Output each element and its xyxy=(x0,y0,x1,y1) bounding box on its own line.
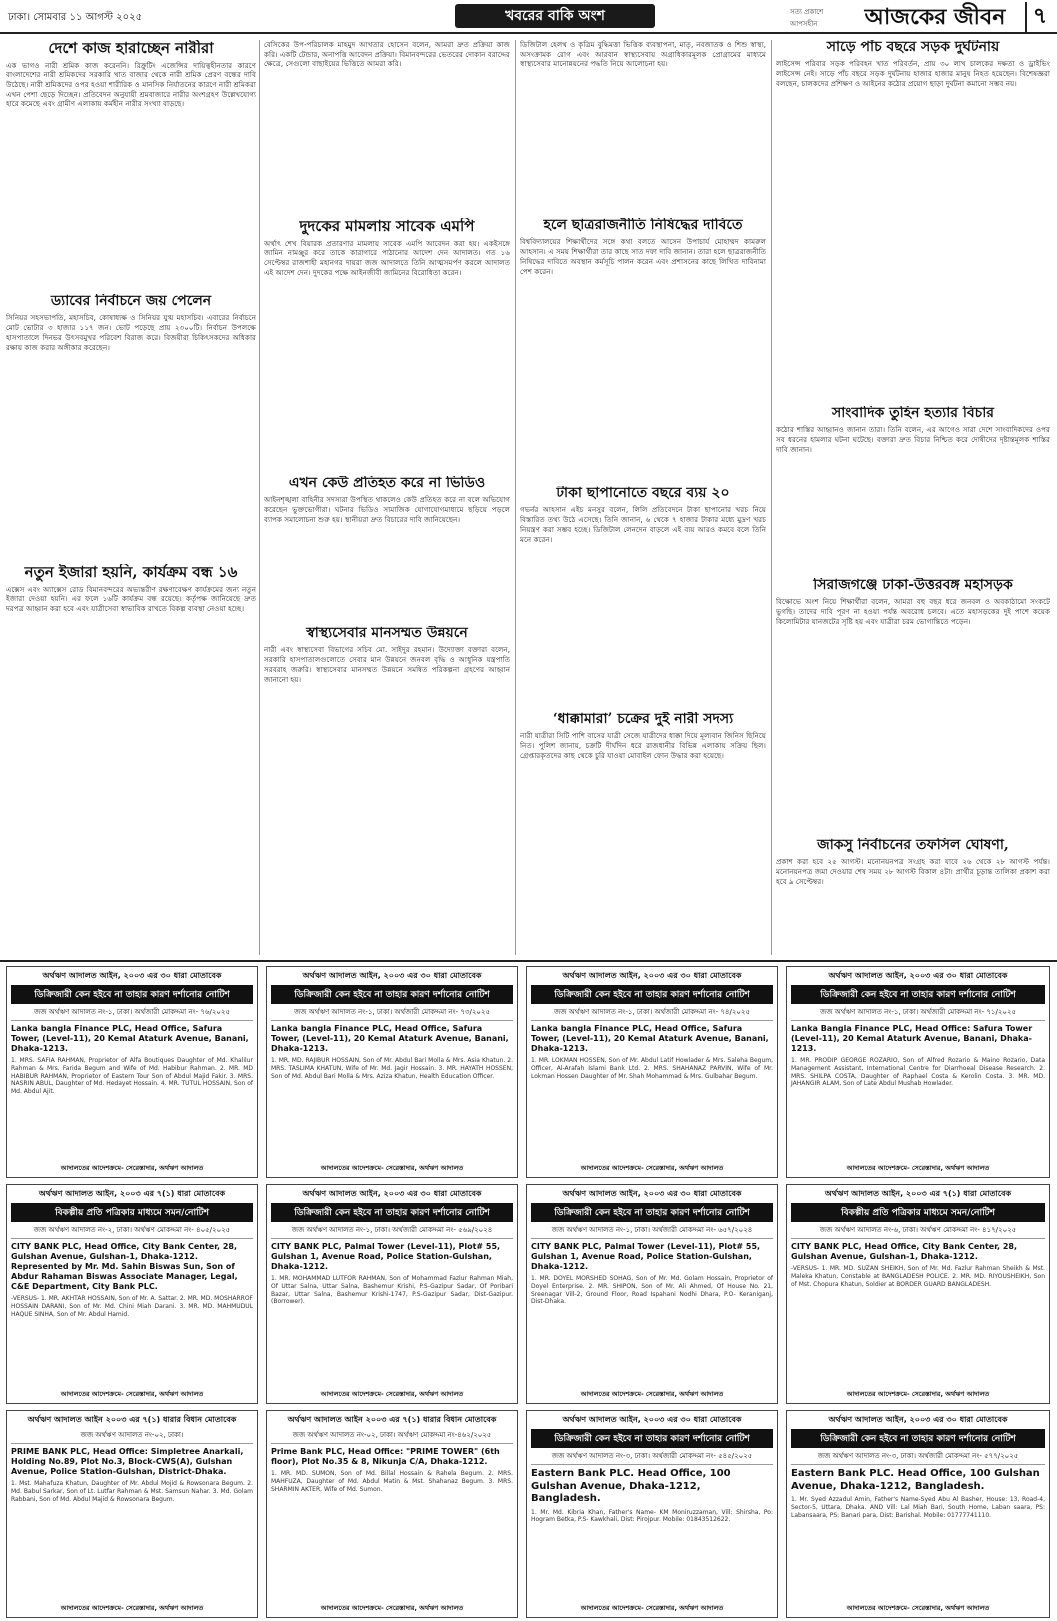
notice-body: 1. Mst. Mahafuza Khatun, Daughter of Mr. Abdul Mojid & Rowsonara Begum. 2. Md. Babul Sarkar, Son of Lt. Lutfar Rahman & Mst. Samsun Nahar. 3. Md. Golam Rabbani, Son of Md. Abdul Majid & Rowsonara Begum. xyxy=(11,1480,253,1503)
page-number: ৭ xyxy=(1025,2,1053,32)
masthead xyxy=(0,0,1057,34)
notice-sub: জজ অর্থঋণ আদালত নং-০২, ঢাকা। xyxy=(11,1429,253,1444)
notice-sub: জজ অর্থঋণ আদালত নং-১, ঢাকা। অর্থজারী মোকদ্দমা নং- ৭৪/২০২৫ xyxy=(531,1006,773,1021)
article-title: হলে ছাত্ররাজনীতি নিষিদ্ধের দাবিতে xyxy=(543,218,743,233)
notice-head: অর্থঋণ আদালত আইন ২০০৩ এর ৭(১) ধারার বিধান মোতাবেক xyxy=(287,1415,497,1424)
notice-box: ডিক্রিজারী কেন হইবে না তাহার কারণ দর্শানোর নোটিশ xyxy=(11,985,253,1004)
notice-sub: জজ অর্থঋণ আদালত নং-৬, ঢাকা। অর্থঋণ মোকদ্দমা নং- ৪১৭/২০২৫ xyxy=(791,1224,1045,1239)
article-dab xyxy=(6,294,256,544)
article-money xyxy=(520,486,766,666)
notice-head: অর্থঋণ আদালত আইন, ২০০৩ এর ৩০ ধারা মোতাবেক xyxy=(828,971,1008,980)
notice-body: -VERSUS- 1. MR. MD. SUZAN SHEIKH, Son of Mr. Md. Fazlur Rahman Sheikh & Mst. Maleka Khatun, Constable at BANGLADESH POLICE. 2. MR. MD. RIYOUSHEIKH, Son of Mst. Chopura Khatun, Soldier at BORDER GUARD BANGLADESH. xyxy=(791,1265,1045,1288)
notice-title: CITY BANK PLC, Palmal Tower (Level-11), Plot# 55, Gulshan 1, Avenue Road, Police Station-Gulshan, Dhaka-1212. xyxy=(531,1242,761,1271)
article-body: ডিজিটাল হেলথ ও কৃত্রিম বুদ্ধিমত্তা ভিত্তিক ব্যবস্থাপনা, মাতৃ, নবজাতক ও শিশু স্বাস্থ্য, অসংক্রামক রোগ এবং আরবান স্বাস্থ্যসেবায় অগ্রাধিকারমূলক প্রোগ্রামের মাধ্যমে স্বাস্থ্যসেবার মানোন্নয়নের পদ্ধতি নিয়ে আলোচনা হয়। xyxy=(520,40,766,69)
article-body: এক ভাগও নারী শ্রমিক কাজ করেননি। রিক্রুটিং এজেন্সির দায়িত্বহীনতার কারণে বাংলাদেশের নারী শ্রমিকদের সরকারি খাত বাজার থেকে নারী শ্রমিক প্রেরণ বন্ধের দাবি উঠেছে। নারী শ্রমিকদের ওপর হওয়া শারীরিক ও মানসিক নির্যাতনের কারণে নারী শ্রমিকরা এখন পেশা ছেড়ে দিচ্ছেন। প্রতিবেদন অনুযায়ী শ্রমবাজারে নারীর অংশগ্রহণ উল্লেখযোগ্য হারে কমেছে এবং গ্রামীণ এলাকায় কর্মহীন নারীর সংখ্যা বাড়ছে। xyxy=(6,60,256,109)
notice-footer: আদালতের আদেশক্রমে- সেরেস্তাদার, অর্থঋণ আদালত xyxy=(60,1390,204,1398)
notice-head: অর্থঋণ আদালত আইন, ২০০৩ এর ৩০ ধারা মোতাবেক xyxy=(562,1189,742,1198)
notice-footer: আদালতের আদেশক্রমে- সেরেস্তাদার, অর্থঋণ আদালত xyxy=(846,1164,990,1172)
article-body: নারী যাত্রীরা সিটি পাশি বাসের যাত্রী সেজে যাত্রীদের ধাক্কা দিয়ে মূল্যবান জিনিস ছিনিয়ে নিত। পুলিশ জানায়, চক্রটি দীর্ঘদিন ধরে রাজধানীর বিভিন্ন এলাকায় সক্রিয় ছিল। গ্রেপ্তারকৃতদের কাছ থেকে চুরি যাওয়া মোবাইল ফোন উদ্ধার করা হয়েছে। xyxy=(520,731,766,760)
article-title: স্বাস্থ্যসেবার মানসম্মত উন্নয়নে xyxy=(306,626,468,641)
legal-notice xyxy=(786,1410,1050,1618)
notice-title: Prime Bank PLC, Head Office: "PRIME TOWER" (6th floor), Plot No.35 & 8, Nikunja C/A, Dhaka-1212. xyxy=(271,1447,500,1466)
article-body: বিশ্ববিদ্যালয়ের শিক্ষার্থীদের সঙ্গে কথা বলতে আসেন উপাচার্য মোহাম্মদ কামরুল আহসান। এ সময় শিক্ষার্থীরা তার কাছে সাত দফা দাবি জানান। তারা হলে ছাত্ররাজনীতি নিষিদ্ধের দাবিতে অবস্থান কর্মসূচি পালন করেন এবং প্রশাসনের কাছে লিখিত দাবিনামা পেশ করেন। xyxy=(520,237,766,276)
article-title: এখন কেউ প্রতিহত করে না ভিডিও xyxy=(288,476,486,491)
column-rule xyxy=(771,40,772,955)
notice-title: CITY BANK PLC, Head Office, City Bank Center, 28, Gulshan Avenue, Gulshan-1, Dhaka-1212. xyxy=(791,1242,1017,1261)
notice-footer: আদালতের আদেশক্রমে- সেরেস্তাদার, অর্থঋণ আদালত xyxy=(320,1164,464,1172)
notice-sub: জজ অর্থঋণ আদালত নং-১, ঢাকা। অর্থজারী মোকদ্দমা নং- ৬৫৭/২০২৪ xyxy=(531,1224,773,1239)
notice-head: অর্থঋণ আদালত আইন, ২০০৩ এর ৩০ ধারা মোতাবেক xyxy=(302,1189,482,1198)
notice-body: 1. MR. PRODIP GEORGE ROZARIO, Son of Alfred Rozario & Maino Rozario, Data Management Assistant, International Centre for Diarrhoeal Disease Research. 2. MRS. SHILPA COSTA, Daughter of Raphael Costa & Kerolin Costa. 3. MR. MD. JAHANGIR ALAM, Son of Late Abdul Mushab Howlader. xyxy=(791,1057,1045,1088)
article-video xyxy=(264,476,510,616)
article-body: বেসিকের উপ-পরিচালক মাহমুদ আখতার হোসেন বলেন, আমরা দ্রুত প্রক্রিয়া কাজ করি। একটি টেন্ডার, অনাপত্তি আবেদন প্রক্রিয়া। বিমানবন্দরের ভেতরের দোকান বরাদ্দের ক্ষেত্রে, সেগুলো বাছাইয়ের ভিত্তিতে আমরা করি। xyxy=(264,40,510,69)
notice-sub: জজ অর্থঋণ আদালত নং-০২, ঢাকা। অর্থঋণ মোকদ্দমা নং-৪৬২/২০২৫ xyxy=(271,1429,513,1444)
logo-tagline: সত্য প্রকাশে আপসহীন xyxy=(790,8,824,28)
notice-box: ডিক্রিজারী কেন হইবে না তাহার কারণ দর্শানোর নোটিশ xyxy=(531,1203,773,1222)
notice-box: ডিক্রিজারী কেন হইবে না তাহার কারণ দর্শানোর নোটিশ xyxy=(271,985,513,1004)
article-body: সিনিয়র সহসভাপতি, মহাসচিব, কোষাধ্যক্ষ ও সিনিয়র যুগ্ম মহাসচিব। এবারের নির্বাচনে মোট ভোটার ৩ হাজার ১১৭ জন। ভোট পড়েছে প্রায় ২৩০০টি। নির্বাচন উপলক্ষে হাসপাতালে দিনভর উৎসবমুখর পরিবেশ বিরাজ করে। বিজয়ীরা চিকিৎসকদের অধিকার রক্ষায় কাজ করার অঙ্গীকার করেছেন। xyxy=(6,313,256,352)
notice-title: Lanka bangla Finance PLC, Head Office, Safura Tower, (Level-11), 20 Kemal Ataturk Avenue, Banani, Dhaka-1213. xyxy=(271,1024,509,1053)
notice-head: অর্থঋণ আদালত আইন, ২০০৩ এর ৩০ ধারা মোতাবেক xyxy=(302,971,482,980)
notice-sub: জজ অর্থঋণ আদালত নং-১, ঢাকা। অর্থজারী মোকদ্দমা নং- ৭৩/২০২৫ xyxy=(271,1006,513,1021)
section-banner: খবরের বাকি অংশ xyxy=(455,4,655,28)
notice-sub: জজ অর্থঋণ আদালত নং-১, ঢাকা। অর্থজারী মোকদ্দমা নং- ৭১/২০২৫ xyxy=(791,1006,1045,1021)
article-body: প্রকাশ করা হবে ২৫ আগস্ট। মনোনয়নপত্র সংগ্রহ করা যাবে ২৬ থেকে ২৮ আগস্ট পর্যন্ত। মনোনয়নপত্র জমা দেওয়ার শেষ সময় ২৮ আগস্ট বিকাল ৪টা। প্রার্থীর চূড়ান্ত তালিকা প্রকাশ করা হবে ৯ সেপ্টেম্বর। xyxy=(776,857,1050,886)
legal-notice xyxy=(266,1410,518,1618)
legal-notice xyxy=(266,1184,518,1404)
article-lease xyxy=(6,564,256,954)
notice-head: অর্থঋণ আদালত আইন, ২০০৩ এর ৩০ ধারা মোতাবেক xyxy=(562,1415,742,1424)
notice-title: CITY BANK PLC, Head Office, City Bank Center, 28, Gulshan Avenue, Gulshan-1, Dhaka-1212. Represented by Mr. Md. Sahin Biswas Sun, Son of Abdur Rahaman Biswas Associate Manager, Legal, C&E Department, City Bank PLC. xyxy=(11,1242,238,1291)
notice-box: বিকল্পীয় প্রতি পত্রিকার মাধ্যমে সমন/নোটিশ xyxy=(11,1203,253,1222)
notice-title: Eastern Bank PLC. Head Office, 100 Gulshan Avenue, Dhaka-1212, Bangladesh. xyxy=(531,1468,731,1504)
article-title: ড্যাবের নির্বাচনে জয় পেলেন xyxy=(50,294,212,309)
notice-body: 1. MR. MOHAMMAD LUTFOR RAHMAN, Son of Mohammad Fazlur Rahman Miah, Of Uttar Salna, Uttar Salna, Bashemur Krishi, P.S-Gazipur Sadar, Of Poribari Bazar, Uttar Salna, Bashemur Krishi-1747, P.S-Gazipur Sadar, Dist-Gazipur. (Borrower). xyxy=(271,1275,513,1306)
article-digital xyxy=(520,40,766,210)
notice-head: অর্থঋণ আদালত আইন, ২০০৩ এর ৩০ ধারা মোতাবেক xyxy=(562,971,742,980)
notice-footer: আদালতের আদেশক্রমে- সেরেস্তাদার, অর্থঋণ আদালত xyxy=(846,1390,990,1398)
column-rule xyxy=(259,40,260,955)
article-body: লাইসেন্স পরিবার সড়ক পরিবহন খাত পরিবর্তন, প্রায় ৩০ লাখ চালকের দক্ষতা ও ড্রাইভিং লাইসেন্স নেই। সাড়ে পাঁচ বছরে সড়ক দুর্ঘটনায় হাজার হাজার মানুষ নিহত হয়েছেন। বিশেষজ্ঞরা বলছেন, চালকদের প্রশিক্ষণ ও আইনের কঠোর প্রয়োগ ছাড়া দুর্ঘটনা কমানো সম্ভব নয়। xyxy=(776,59,1050,88)
notice-footer: আদালতের আদেশক্রমে- সেরেস্তাদার, অর্থঋণ আদালত xyxy=(580,1390,724,1398)
notice-body: 1. MR. MD. RAJIBUR HOSSAIN, Son of Mr. Abdul Bari Molla & Mrs. Asia Khatun. 2. MRS. TASLIMA KHATUN, Wife of Mr. Md. Jagir Hossain. 3. MR. HAYATH HOSSEN, Son of Md. Abdul Bari Molla & Mrs. Aziza Khatun, Health Education Officer. xyxy=(271,1057,513,1080)
notice-title: Eastern Bank PLC. Head Office, 100 Gulshan Avenue, Dhaka-1212, Bangladesh. xyxy=(791,1468,1040,1492)
article-dhakkamara xyxy=(520,712,766,956)
legal-notice xyxy=(6,1410,258,1618)
article-body: নারী এবং স্বাস্থ্যসেবা বিভাগের সচিব মো. সাইদুর রহমান। উদ্যোক্তা বক্তারা বলেন, সরকারি হাসপাতালগুলোতে সেবার মান উন্নয়নে জনবল বৃদ্ধি ও আধুনিক যন্ত্রপাতি সরবরাহ জরুরি। স্বাস্থ্যসেবার মানসম্মত উন্নয়নে সমন্বিত পরিকল্পনা গ্রহণের আহ্বান জানানো হয়। xyxy=(264,645,510,684)
article-body: এক্সেস এবং অ্যাক্সেস রোড বিমানবন্দরের অভ্যন্তরীণ রক্ষণাবেক্ষণ কার্যক্রমের জন্য নতুন ইজারা দেওয়া হয়নি। এর ফলে ১৬টি কার্যক্রম বন্ধ রয়েছে। কর্তৃপক্ষ জানিয়েছে দ্রুত দরপত্র আহ্বান করা হবে এবং যাত্রীসেবা স্বাভাবিক রাখতে বিকল্প ব্যবস্থা নেওয়া হচ্ছে। xyxy=(6,584,256,613)
article-highway xyxy=(776,578,1050,778)
article-title: সাংবাদিক তুহিন হত্যার বিচার xyxy=(832,406,994,421)
notice-body: -VERSUS- 1. MR. AKHTAR HOSSAIN, Son of Mr. A. Sattar. 2. MR. MD. MOSHARROF HOSSAIN DARANI, Son of Mr. Md. Chini Miah Darani. 3. MR. MD. MAHMUDUL HAQUE SINHA, Son of Mr. Abdul Hamid. xyxy=(11,1295,253,1318)
notice-title: Lanka Bangla Finance PLC, Head Office: Safura Tower (Level-11), 20 Kemal Ataturk Avenue, Banani, Dhaka-1213. xyxy=(791,1024,1033,1053)
article-journalist xyxy=(776,406,1050,566)
article-body: বিক্ষোভে অংশ নিয়ে শিক্ষার্থীরা বলেন, আমরা বহু বছর ধরে জনবল ও অবকাঠামো সংকটে ভুগছি। তাদের দাবি পূরণ না হওয়া পর্যন্ত অবরোধ চলবে। এতে মহাসড়কের দুই পাশে কয়েক কিলোমিটার যানজটের সৃষ্টি হয় এবং যাত্রীরা চরম ভোগান্তিতে পড়েন। xyxy=(776,597,1050,626)
article-title: সাড়ে পাঁচ বছরে সড়ক দুর্ঘটনায় xyxy=(826,40,1000,55)
article-student-politics xyxy=(520,218,766,478)
notice-body: 1. MR. MD. SUMON, Son of Md. Billal Hossain & Rahela Begum. 2. MRS. MAHFUZA, Daughter of Md. Abdul Matin & Mst. Shahanaz Begum. 3. MRS. SHARMIN AKTER, Wife of Md. Sumon. xyxy=(271,1470,513,1493)
notice-head: অর্থঋণ আদালত আইন ২০০৩ এর ৭(১) ধারার বিধান মোতাবেক xyxy=(27,1415,237,1424)
notice-title: PRIME BANK PLC, Head Office: Simpletree Anarkali, Holding No.89, Plot No.3, Block-CWS(A), Gulshan Avenue, Police Station-Gulshan, District-Dhaka. xyxy=(11,1447,244,1476)
notice-footer: আদালতের আদেশক্রমে- সেরেস্তাদার, অর্থঋণ আদালত xyxy=(846,1604,990,1612)
legal-notice xyxy=(526,1410,778,1618)
notice-sub: জজ অর্থঋণ আদালত নং-২, ঢাকা। অর্থঋণ মোকদ্দমা নং- ৪০৫/২০২৫ xyxy=(11,1224,253,1239)
legal-notices xyxy=(0,960,1057,1621)
notice-body: 1. MR. LOKMAN HOSSEN, Son of Mr. Abdul Latif Howlader & Mrs. Saleha Begum, Officer, Al-Arafah Islami Bank Ltd. 2. MRS. SHAHANAZ PARVIN, Wife of Mr. Lokman Hossen Daughter of Mr. Shah Mohammad & Mrs. Gulbahar Begum. xyxy=(531,1057,773,1080)
notice-footer: আদালতের আদেশক্রমে- সেরেস্তাদার, অর্থঋণ আদালত xyxy=(320,1604,464,1612)
article-jucsu xyxy=(776,838,1050,956)
article-health xyxy=(264,626,510,956)
notice-box: ডিক্রিজারী কেন হইবে না তাহার কারণ দর্শানোর নোটিশ xyxy=(791,985,1045,1004)
notice-title: Lanka bangla Finance PLC, Head Office, Safura Tower, (Level-11), 20 Kemal Ataturk Avenue, Banani, Dhaka-1213. xyxy=(11,1024,249,1053)
article-body: গভর্নর আহসান এইচ মনসুর বলেন, লিলি প্রতিবেদনে টাকা ছাপানোর খরচ নিয়ে বিস্তারিত তথ্য উঠে এসেছে। তিনি জানান, ৬ থেকে ৭ হাজার টাকার মধ্যে মুদ্রণ খরচ নিয়ন্ত্রণ করা সম্ভব হচ্ছে। ডিজিটাল লেনদেন বাড়লে এই ব্যয় আরও কমবে বলে তিনি মনে করেন। xyxy=(520,505,766,544)
notice-head: অর্থঋণ আদালত আইন, ২০০৩ এর ৭(১) ধারা মোতাবেক xyxy=(38,1189,226,1198)
notice-body: 1. Mr. Syed Azzadul Amin, Father's Name-Syed Abu Al Basher, House: 13, Road-4, Sector-5, Uttara, Dhaka. AND Vill: Lal Miah Bari, South Home, Laban saara, PS: Labansaara, PS: Banari para, Dist: Barishal. Mobile: 01777741110. xyxy=(791,1496,1045,1519)
notice-head: অর্থঋণ আদালত আইন, ২০০৩ এর ৭(১) ধারা মোতাবেক xyxy=(824,1189,1012,1198)
article-title: ‘ধাক্কামারা’ চক্রের দুই নারী সদস্য xyxy=(552,712,734,727)
notice-title: CITY BANK PLC, Palmal Tower (Level-11), Plot# 55, Gulshan 1, Avenue Road, Police Station-Gulshan, Dhaka-1212. xyxy=(271,1242,501,1271)
notice-title: Lanka bangla Finance PLC, Head Office, Safura Tower, (Level-11), 20 Kemal Ataturk Avenue, Banani, Dhaka-1213. xyxy=(531,1024,769,1053)
article-body: অর্থাৎ শেখ বিয়ারক প্রতারণার মামলায় সাবেক এমপি আবেদন করা হয়। একইসঙ্গে জামিন নামঞ্জুর করে তাকে কারাগারে পাঠানোর আদেশ দেন আদালত। গত ১৬ সেপ্টেম্বর রাজশাহী মহানগর দায়রা জজ আদালতে তিনি আত্মসমর্পণ করলে আদালত এই আদেশ দেন। দুদকের পক্ষে আইনজীবী জামিনের বিরোধিতা করেন। xyxy=(264,238,510,277)
column-rule xyxy=(515,40,516,955)
notice-footer: আদালতের আদেশক্রমে- সেরেস্তাদার, অর্থঋণ আদালত xyxy=(60,1604,204,1612)
notice-box: ডিক্রিজারী কেন হইবে না তাহার কারণ দর্শানোর নোটিশ xyxy=(791,1429,1045,1448)
notice-body: 1. MRS. SAFIA RAHMAN, Proprietor of Alfa Boutiques Daughter of Md. Khalilur Rahman & Mrs. Farida Begum and Wife of Md. Habibur Rahman. 2. MR. MD HABIBUR RAHMAN, Proprietor of Eastern Tour Son of Abdul Majid Fakir. 3. MRS. NASRIN ABUL, Daughter of Md. Hedayet Hossain. 4. MR. TUTUL HOSSAIN, Son of Md. Abdul Ajit. xyxy=(11,1057,253,1096)
notice-box: বিকল্পীয় প্রতি পত্রিকার মাধ্যমে সমন/নোটিশ xyxy=(791,1203,1045,1222)
notice-footer: আদালতের আদেশক্রমে- সেরেস্তাদার, অর্থঋণ আদালত xyxy=(320,1390,464,1398)
article-women xyxy=(6,40,256,290)
notice-box: ডিক্রিজারী কেন হইবে না তাহার কারণ দর্শানোর নোটিশ xyxy=(531,1429,773,1448)
notice-footer: আদালতের আদেশক্রমে- সেরেস্তাদার, অর্থঋণ আদালত xyxy=(580,1604,724,1612)
notice-head: অর্থঋণ আদালত আইন, ২০০৩ এর ৩০ ধারা মোতাবেক xyxy=(828,1415,1008,1424)
notice-head: অর্থঋণ আদালত আইন, ২০০৩ এর ৩০ ধারা মোতাবেক xyxy=(42,971,222,980)
article-basic xyxy=(264,40,510,210)
legal-notice xyxy=(786,966,1050,1178)
legal-notice xyxy=(526,1184,778,1404)
article-body: আইনশৃঙ্খলা বাহিনীর সদস্যরা উপস্থিত থাকলেও কেউ প্রতিহত করে না বলে অভিযোগ করেছেন ভুক্তভোগীরা। ঘটনার ভিডিও সামাজিক যোগাযোগমাধ্যমে ছড়িয়ে পড়লে ব্যাপক সমালোচনা শুরু হয়। স্থানীয়রা দ্রুত বিচারের দাবি জানিয়েছেন। xyxy=(264,495,510,524)
notice-box: ডিক্রিজারী কেন হইবে না তাহার কারণ দর্শানোর নোটিশ xyxy=(531,985,773,1004)
article-title: টাকা ছাপানোতে বছরে ব্যয় ২০ xyxy=(556,486,730,501)
issue-date: ঢাকা। সোমবার ১১ আগস্ট ২০২৫ xyxy=(8,12,143,23)
notice-sub: জজ অর্থঋণ আদালত নং-১, ঢাকা। অর্থজারী মোকদ্দমা নং- ৫৬৯/২০২৪ xyxy=(271,1224,513,1239)
article-title: দুদকের মামলায় সাবেক এমপি xyxy=(299,218,475,235)
article-mp-case xyxy=(264,218,510,468)
article-title: সিরাজগঞ্জে ঢাকা-উত্তরবঙ্গ মহাসড়ক xyxy=(813,578,1013,593)
legal-notice xyxy=(6,966,258,1178)
notice-sub: জজ অর্থঋণ আদালত নং-৩, ঢাকা। অর্থজারী মোকদ্দমা নং- ৫৪৫/২০২৫ xyxy=(531,1450,773,1465)
legal-notice xyxy=(266,966,518,1178)
notice-footer: আদালতের আদেশক্রমে- সেরেস্তাদার, অর্থঋণ আদালত xyxy=(580,1164,724,1172)
article-title: দেশে কাজ হারাচ্ছেন নারীরা xyxy=(48,40,214,57)
notice-body: 1. Mr. Md. Kibria Khan, Father's Name- KM Moniruzzaman, Vill: Shirsha, Po: Hogram Betka, P.S- Kawkhali, Dist: Pirojpur. Mobile: 01843512622. xyxy=(531,1508,773,1524)
newspaper-logo: আজকের জীবন xyxy=(864,4,1006,30)
notice-body: 1. MR. DOYEL MORSHED SOHAG, Son of Mr. Md. Golam Hossain, Proprietor of Doyel Enterprise. 2. MR. SHIPON, Son of Mr. Ali Ahmed, Of House No. 21, Sreenagar Vill-2, Ground Floor, Road Ispahani Nodhi Dhara, P.O- Keraniganj, Dist-Dhaka. xyxy=(531,1275,773,1306)
legal-notice xyxy=(526,966,778,1178)
legal-notice xyxy=(786,1184,1050,1404)
article-title: জাকসু নির্বাচনের তফসিল ঘোষণা, xyxy=(817,838,1009,853)
legal-notice xyxy=(6,1184,258,1404)
notice-sub: জজ অর্থঋণ আদালত নং-৩, ঢাকা। অর্থজারী মোকদ্দমা নং- ৫৭৭/২০২৫ xyxy=(791,1450,1045,1465)
notice-footer: আদালতের আদেশক্রমে- সেরেস্তাদার, অর্থঋণ আদালত xyxy=(60,1164,204,1172)
article-title: নতুন ইজারা হয়নি, কার্যক্রম বন্ধ ১৬ xyxy=(24,564,238,581)
article-body: কঠোর শাস্তির আহ্বানও জানান তারা। তিনি বলেন, এর আগেও সারা দেশে সাংবাদিকদের ওপর সব ধরনের হামলার ঘটনা ঘটেছে। বক্তারা দ্রুত বিচার নিশ্চিত করে দোষীদের দৃষ্টান্তমূলক শাস্তির দাবি জানান। xyxy=(776,425,1050,454)
notice-box: ডিক্রিজারী কেন হইবে না তাহার কারণ দর্শানোর নোটিশ xyxy=(271,1203,513,1222)
notice-sub: জজ অর্থঋণ আদালত নং-১, ঢাকা। অর্থজারী মোকদ্দমা নং- ৭৬/২০২৫ xyxy=(11,1006,253,1021)
article-accident xyxy=(776,40,1050,260)
